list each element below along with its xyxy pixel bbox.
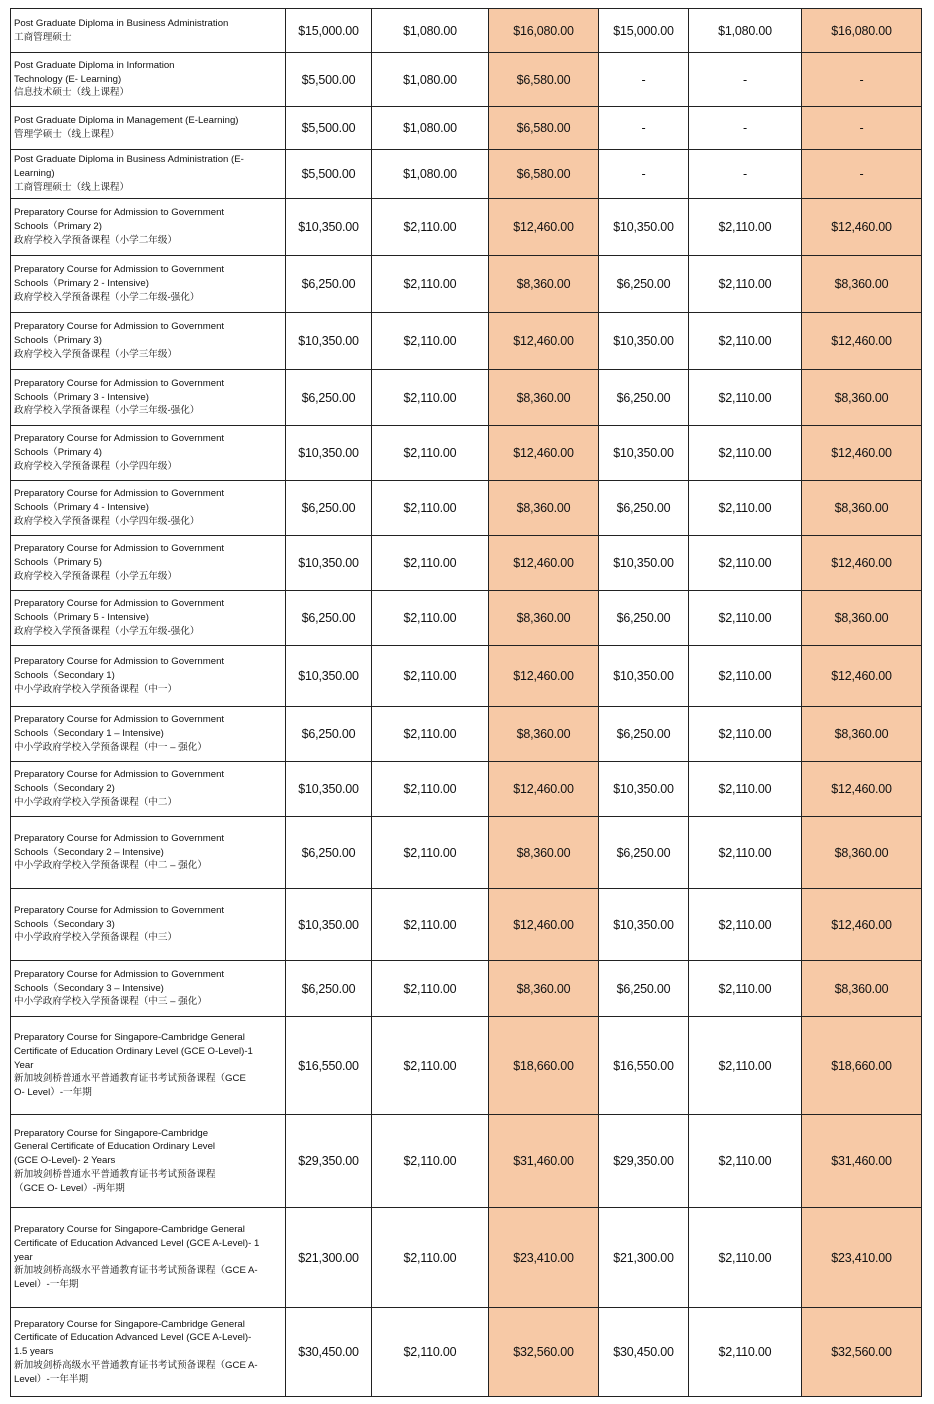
total-fee-cell: $12,460.00 [489, 199, 599, 256]
total-fee-cell: $6,580.00 [489, 53, 599, 107]
fee-cell: $6,250.00 [286, 370, 372, 426]
fee-cell: $5,500.00 [286, 53, 372, 107]
course-name-line: O- Level）-一年期 [14, 1087, 92, 1099]
course-name-line: Schools（Primary 4) [14, 447, 102, 459]
total-fee-cell: $16,080.00 [802, 9, 922, 53]
total-fee-cell: $32,560.00 [489, 1308, 599, 1397]
course-name-line: Preparatory Course for Singapore-Cambridge General [14, 1224, 245, 1235]
fee-cell: $2,110.00 [689, 1208, 802, 1308]
fee-cell: - [689, 107, 802, 150]
total-fee-cell: $8,360.00 [489, 481, 599, 536]
course-name-line: 政府学校入学预备课程（小学五年级） [14, 570, 178, 582]
course-name-line: 政府学校入学预备课程（小学三年级-强化） [14, 405, 200, 417]
fee-cell: $2,110.00 [689, 591, 802, 646]
fee-cell: $2,110.00 [689, 313, 802, 370]
fee-cell: $2,110.00 [689, 646, 802, 707]
fee-cell: $16,550.00 [286, 1017, 372, 1115]
fee-cell: $2,110.00 [372, 707, 489, 762]
course-name-line: Preparatory Course for Admission to Government [14, 264, 225, 276]
fee-cell: - [599, 150, 689, 199]
fee-cell: $2,110.00 [372, 889, 489, 961]
total-fee-cell: - [802, 107, 922, 150]
fee-cell: $2,110.00 [689, 1308, 802, 1397]
fee-cell: $2,110.00 [372, 1208, 489, 1308]
fee-cell: $1,080.00 [372, 107, 489, 150]
fee-cell: $2,110.00 [689, 889, 802, 961]
total-fee-cell: $8,360.00 [802, 481, 922, 536]
course-name-line: Schools（Primary 5) [14, 557, 102, 569]
fee-cell: $2,110.00 [372, 1017, 489, 1115]
course-name-line: 新加坡剑桥普通水平普通教育证书考试预备课程（GCE [14, 1073, 246, 1085]
course-name-line: Preparatory Course for Singapore-Cambridge General [14, 1318, 245, 1330]
table-row [11, 199, 922, 256]
fee-cell: $2,110.00 [372, 313, 489, 370]
course-name-line: 中小学政府学校入学预备课程（中一 – 强化） [14, 741, 207, 753]
course-name-cell [11, 707, 286, 762]
fee-cell: $2,110.00 [372, 591, 489, 646]
course-name-line: Post Graduate Diploma in Information [14, 59, 175, 71]
fee-cell: $2,110.00 [372, 256, 489, 313]
course-name-cell [11, 313, 286, 370]
total-fee-cell: - [802, 150, 922, 199]
fee-cell: $10,350.00 [599, 199, 689, 256]
fee-cell: $1,080.00 [372, 150, 489, 199]
fee-cell: $2,110.00 [689, 199, 802, 256]
table-row [11, 1308, 922, 1397]
course-name-line: Preparatory Course for Admission to Government [14, 433, 225, 445]
fee-cell: $2,110.00 [372, 1115, 489, 1208]
table-row [11, 762, 922, 817]
course-name-line: 政府学校入学预备课程（小学四年级-强化） [14, 515, 200, 527]
fee-cell: - [689, 53, 802, 107]
course-name-line: Schools（Primary 4 - Intensive) [14, 502, 149, 514]
fee-cell: $6,250.00 [599, 591, 689, 646]
course-name-line: 工商管理硕士（线上课程） [14, 181, 130, 193]
fee-cell: $6,250.00 [599, 481, 689, 536]
fee-cell: $2,110.00 [689, 256, 802, 313]
table-row [11, 370, 922, 426]
fee-cell: $1,080.00 [689, 9, 802, 53]
course-name-cell [11, 481, 286, 536]
fee-cell: $2,110.00 [372, 1308, 489, 1397]
total-fee-cell: $8,360.00 [802, 961, 922, 1017]
total-fee-cell: $18,660.00 [802, 1017, 922, 1115]
total-fee-cell: - [802, 53, 922, 107]
fee-cell: $6,250.00 [599, 256, 689, 313]
course-name-cell [11, 536, 286, 591]
fee-cell: $21,300.00 [286, 1208, 372, 1308]
fee-table-container [10, 8, 922, 1397]
total-fee-cell: $8,360.00 [489, 370, 599, 426]
table-row [11, 426, 922, 481]
course-name-cell [11, 1308, 286, 1397]
course-name-line: 中小学政府学校入学预备课程（中三） [14, 932, 178, 944]
course-name-line: Preparatory Course for Admission to Government [14, 968, 225, 980]
fee-cell: $30,450.00 [286, 1308, 372, 1397]
fee-cell: $10,350.00 [286, 313, 372, 370]
course-name-line: Certificate of Education Advanced Level (GCE A-Level)- 1 [14, 1237, 260, 1249]
total-fee-cell: $12,460.00 [802, 889, 922, 961]
fee-cell: - [599, 107, 689, 150]
course-name-line: Schools（Secondary 2) [14, 783, 115, 795]
fee-cell: $2,110.00 [372, 481, 489, 536]
fee-table-body [11, 9, 922, 1397]
course-name-line: Schools（Secondary 1) [14, 670, 115, 682]
course-name-line: Post Graduate Diploma in Business Administration (E- [14, 154, 244, 166]
table-row [11, 313, 922, 370]
table-row [11, 256, 922, 313]
course-name-line: 新加坡剑桥高级水平普通教育证书考试预备课程（GCE A- [14, 1265, 258, 1277]
fee-cell: $2,110.00 [372, 536, 489, 591]
course-name-line: 工商管理硕士 [14, 31, 72, 43]
fee-cell: $10,350.00 [286, 199, 372, 256]
total-fee-cell: $16,080.00 [489, 9, 599, 53]
course-name-cell [11, 1017, 286, 1115]
fee-cell: $10,350.00 [286, 536, 372, 591]
fee-cell: $2,110.00 [372, 199, 489, 256]
course-name-cell [11, 889, 286, 961]
course-name-line: Schools（Primary 3 - Intensive) [14, 391, 149, 403]
fee-cell: $10,350.00 [599, 536, 689, 591]
table-row [11, 961, 922, 1017]
course-name-line: 中小学政府学校入学预备课程（中二 – 强化） [14, 860, 207, 872]
table-row [11, 1208, 922, 1308]
course-name-line: Preparatory Course for Admission to Government [14, 207, 225, 219]
course-name-line: Schools（Secondary 1 – Intensive) [14, 728, 164, 740]
fee-cell: $10,350.00 [599, 313, 689, 370]
total-fee-cell: $8,360.00 [802, 591, 922, 646]
course-name-line: Schools（Primary 3) [14, 335, 102, 347]
total-fee-cell: $12,460.00 [802, 762, 922, 817]
fee-cell: $16,550.00 [599, 1017, 689, 1115]
fee-cell: $10,350.00 [286, 889, 372, 961]
course-name-cell [11, 961, 286, 1017]
course-name-line: 政府学校入学预备课程（小学二年级） [14, 234, 178, 246]
fee-cell: $2,110.00 [372, 370, 489, 426]
total-fee-cell: $12,460.00 [489, 426, 599, 481]
course-name-line: Technology (E- Learning) [14, 73, 122, 85]
fee-cell: $6,250.00 [599, 370, 689, 426]
fee-cell: $5,500.00 [286, 150, 372, 199]
total-fee-cell: $12,460.00 [489, 889, 599, 961]
course-name-line: Preparatory Course for Admission to Government [14, 832, 225, 844]
course-name-line: 管理学硕士（线上课程） [14, 129, 120, 140]
course-name-line: Level）-一年半期 [14, 1373, 89, 1385]
course-name-line: Preparatory Course for Admission to Government [14, 714, 225, 726]
course-name-line: General Certificate of Education Ordinary Level [14, 1141, 216, 1153]
total-fee-cell: $12,460.00 [489, 536, 599, 591]
total-fee-cell: $12,460.00 [802, 646, 922, 707]
total-fee-cell: $31,460.00 [802, 1115, 922, 1208]
course-name-line: Preparatory Course for Singapore-Cambridge [14, 1127, 209, 1139]
fee-cell: $10,350.00 [286, 426, 372, 481]
total-fee-cell: $12,460.00 [489, 646, 599, 707]
course-name-line: 信息技术硕士（线上课程） [14, 87, 130, 99]
course-name-cell [11, 1208, 286, 1308]
course-name-line: Preparatory Course for Admission to Government [14, 598, 225, 610]
course-name-line: Preparatory Course for Admission to Government [14, 769, 225, 781]
total-fee-cell: $8,360.00 [802, 370, 922, 426]
course-name-line: Schools（Primary 5 - Intensive) [14, 612, 149, 624]
table-row [11, 1017, 922, 1115]
course-name-line: Certificate of Education Ordinary Level (GCE O-Level)-1 [14, 1045, 253, 1057]
fee-cell: $10,350.00 [286, 762, 372, 817]
fee-cell: $2,110.00 [689, 817, 802, 889]
total-fee-cell: $32,560.00 [802, 1308, 922, 1397]
course-name-line: (GCE O-Level)- 2 Years [14, 1155, 116, 1167]
fee-cell: $2,110.00 [689, 707, 802, 762]
course-name-line: Schools（Primary 2) [14, 221, 102, 233]
course-name-cell [11, 53, 286, 107]
fee-cell: $10,350.00 [599, 646, 689, 707]
course-name-line: Post Graduate Diploma in Business Administration [14, 17, 229, 29]
fee-cell: $6,250.00 [286, 591, 372, 646]
fee-cell: $6,250.00 [286, 707, 372, 762]
course-name-line: Preparatory Course for Admission to Government [14, 488, 225, 500]
total-fee-cell: $12,460.00 [802, 199, 922, 256]
course-name-line: 政府学校入学预备课程（小学四年级） [14, 460, 178, 472]
fee-cell: $6,250.00 [599, 817, 689, 889]
fee-cell: $2,110.00 [689, 370, 802, 426]
total-fee-cell: $8,360.00 [802, 817, 922, 889]
fee-cell: $6,250.00 [286, 256, 372, 313]
table-row [11, 107, 922, 150]
course-name-line: （GCE O- Level）-两年期 [14, 1182, 125, 1194]
fee-cell: $2,110.00 [372, 646, 489, 707]
course-name-line: 1.5 years [14, 1346, 54, 1358]
course-name-line: 政府学校入学预备课程（小学三年级） [14, 348, 178, 360]
fee-cell: $5,500.00 [286, 107, 372, 150]
total-fee-cell: $8,360.00 [489, 707, 599, 762]
course-name-line: Schools（Secondary 3 – Intensive) [14, 982, 164, 994]
course-name-cell [11, 9, 286, 53]
course-name-cell [11, 150, 286, 199]
course-name-line: Post Graduate Diploma in Management (E-Learning) [14, 115, 239, 127]
course-name-line: Preparatory Course for Admission to Government [14, 377, 225, 389]
fee-cell: $2,110.00 [372, 961, 489, 1017]
fee-cell: $6,250.00 [599, 707, 689, 762]
fee-cell: $29,350.00 [286, 1115, 372, 1208]
total-fee-cell: $8,360.00 [489, 591, 599, 646]
fee-cell: $2,110.00 [372, 817, 489, 889]
fee-cell: $2,110.00 [689, 426, 802, 481]
total-fee-cell: $6,580.00 [489, 150, 599, 199]
course-name-line: Certificate of Education Advanced Level (GCE A-Level)- [14, 1332, 252, 1344]
fee-cell: $10,350.00 [599, 762, 689, 817]
course-name-line: Schools（Primary 2 - Intensive) [14, 278, 149, 290]
table-row [11, 817, 922, 889]
table-row [11, 591, 922, 646]
table-row [11, 707, 922, 762]
fee-cell: $29,350.00 [599, 1115, 689, 1208]
fee-cell: $6,250.00 [286, 961, 372, 1017]
course-name-line: 中小学政府学校入学预备课程（中三 – 强化） [14, 996, 207, 1008]
course-name-line: Schools（Secondary 2 – Intensive) [14, 846, 164, 858]
fee-cell: $6,250.00 [599, 961, 689, 1017]
table-row [11, 9, 922, 53]
course-name-cell [11, 646, 286, 707]
total-fee-cell: $23,410.00 [489, 1208, 599, 1308]
table-row [11, 150, 922, 199]
fee-cell: $15,000.00 [286, 9, 372, 53]
course-name-line: Preparatory Course for Singapore-Cambridge General [14, 1032, 245, 1043]
course-name-cell [11, 370, 286, 426]
total-fee-cell: $31,460.00 [489, 1115, 599, 1208]
fee-cell: $2,110.00 [689, 1017, 802, 1115]
total-fee-cell: $12,460.00 [489, 762, 599, 817]
fee-cell: $2,110.00 [372, 762, 489, 817]
fee-cell: $2,110.00 [689, 481, 802, 536]
course-name-line: Preparatory Course for Admission to Government [14, 321, 225, 333]
fee-cell: $2,110.00 [689, 536, 802, 591]
course-name-cell [11, 426, 286, 481]
table-row [11, 1115, 922, 1208]
fee-cell: $15,000.00 [599, 9, 689, 53]
course-name-cell [11, 256, 286, 313]
fee-cell: $1,080.00 [372, 9, 489, 53]
course-name-cell [11, 107, 286, 150]
fee-cell: $10,350.00 [599, 889, 689, 961]
fee-cell: $2,110.00 [372, 426, 489, 481]
table-row [11, 536, 922, 591]
fee-cell: $30,450.00 [599, 1308, 689, 1397]
fee-table [10, 8, 922, 1397]
course-name-cell [11, 199, 286, 256]
total-fee-cell: $23,410.00 [802, 1208, 922, 1308]
course-name-line: Year [14, 1059, 34, 1071]
table-row [11, 53, 922, 107]
fee-cell: - [599, 53, 689, 107]
fee-cell: - [689, 150, 802, 199]
course-name-line: Level）-一年期 [14, 1279, 79, 1291]
course-name-cell [11, 591, 286, 646]
course-name-cell [11, 1115, 286, 1208]
course-name-line: year [14, 1251, 33, 1263]
course-name-line: 政府学校入学预备课程（小学二年级-强化） [14, 291, 200, 303]
table-row [11, 646, 922, 707]
course-name-cell [11, 762, 286, 817]
total-fee-cell: $8,360.00 [489, 961, 599, 1017]
course-name-cell [11, 817, 286, 889]
total-fee-cell: $6,580.00 [489, 107, 599, 150]
course-name-line: 新加坡剑桥高级水平普通教育证书考试预备课程（GCE A- [14, 1359, 258, 1371]
course-name-line: Schools（Secondary 3) [14, 918, 115, 930]
table-row [11, 481, 922, 536]
total-fee-cell: $12,460.00 [802, 536, 922, 591]
course-name-line: Learning) [14, 168, 55, 180]
fee-cell: $2,110.00 [689, 1115, 802, 1208]
course-name-line: 中小学政府学校入学预备课程（中一） [14, 683, 178, 695]
course-name-line: Preparatory Course for Admission to Government [14, 543, 225, 555]
total-fee-cell: $12,460.00 [802, 426, 922, 481]
fee-cell: $21,300.00 [599, 1208, 689, 1308]
course-name-line: 政府学校入学预备课程（小学五年级-强化） [14, 625, 200, 637]
course-name-line: Preparatory Course for Admission to Government [14, 904, 225, 916]
fee-cell: $10,350.00 [599, 426, 689, 481]
fee-cell: $6,250.00 [286, 817, 372, 889]
course-name-line: Preparatory Course for Admission to Government [14, 656, 225, 668]
total-fee-cell: $8,360.00 [802, 256, 922, 313]
total-fee-cell: $12,460.00 [489, 313, 599, 370]
total-fee-cell: $8,360.00 [489, 817, 599, 889]
total-fee-cell: $12,460.00 [802, 313, 922, 370]
fee-cell: $10,350.00 [286, 646, 372, 707]
total-fee-cell: $18,660.00 [489, 1017, 599, 1115]
fee-cell: $2,110.00 [689, 762, 802, 817]
fee-cell: $1,080.00 [372, 53, 489, 107]
total-fee-cell: $8,360.00 [802, 707, 922, 762]
fee-cell: $2,110.00 [689, 961, 802, 1017]
course-name-line: 中小学政府学校入学预备课程（中二） [14, 796, 178, 808]
course-name-line: 新加坡剑桥普通水平普通教育证书考试预备课程 [14, 1168, 216, 1180]
table-row [11, 889, 922, 961]
total-fee-cell: $8,360.00 [489, 256, 599, 313]
fee-cell: $6,250.00 [286, 481, 372, 536]
